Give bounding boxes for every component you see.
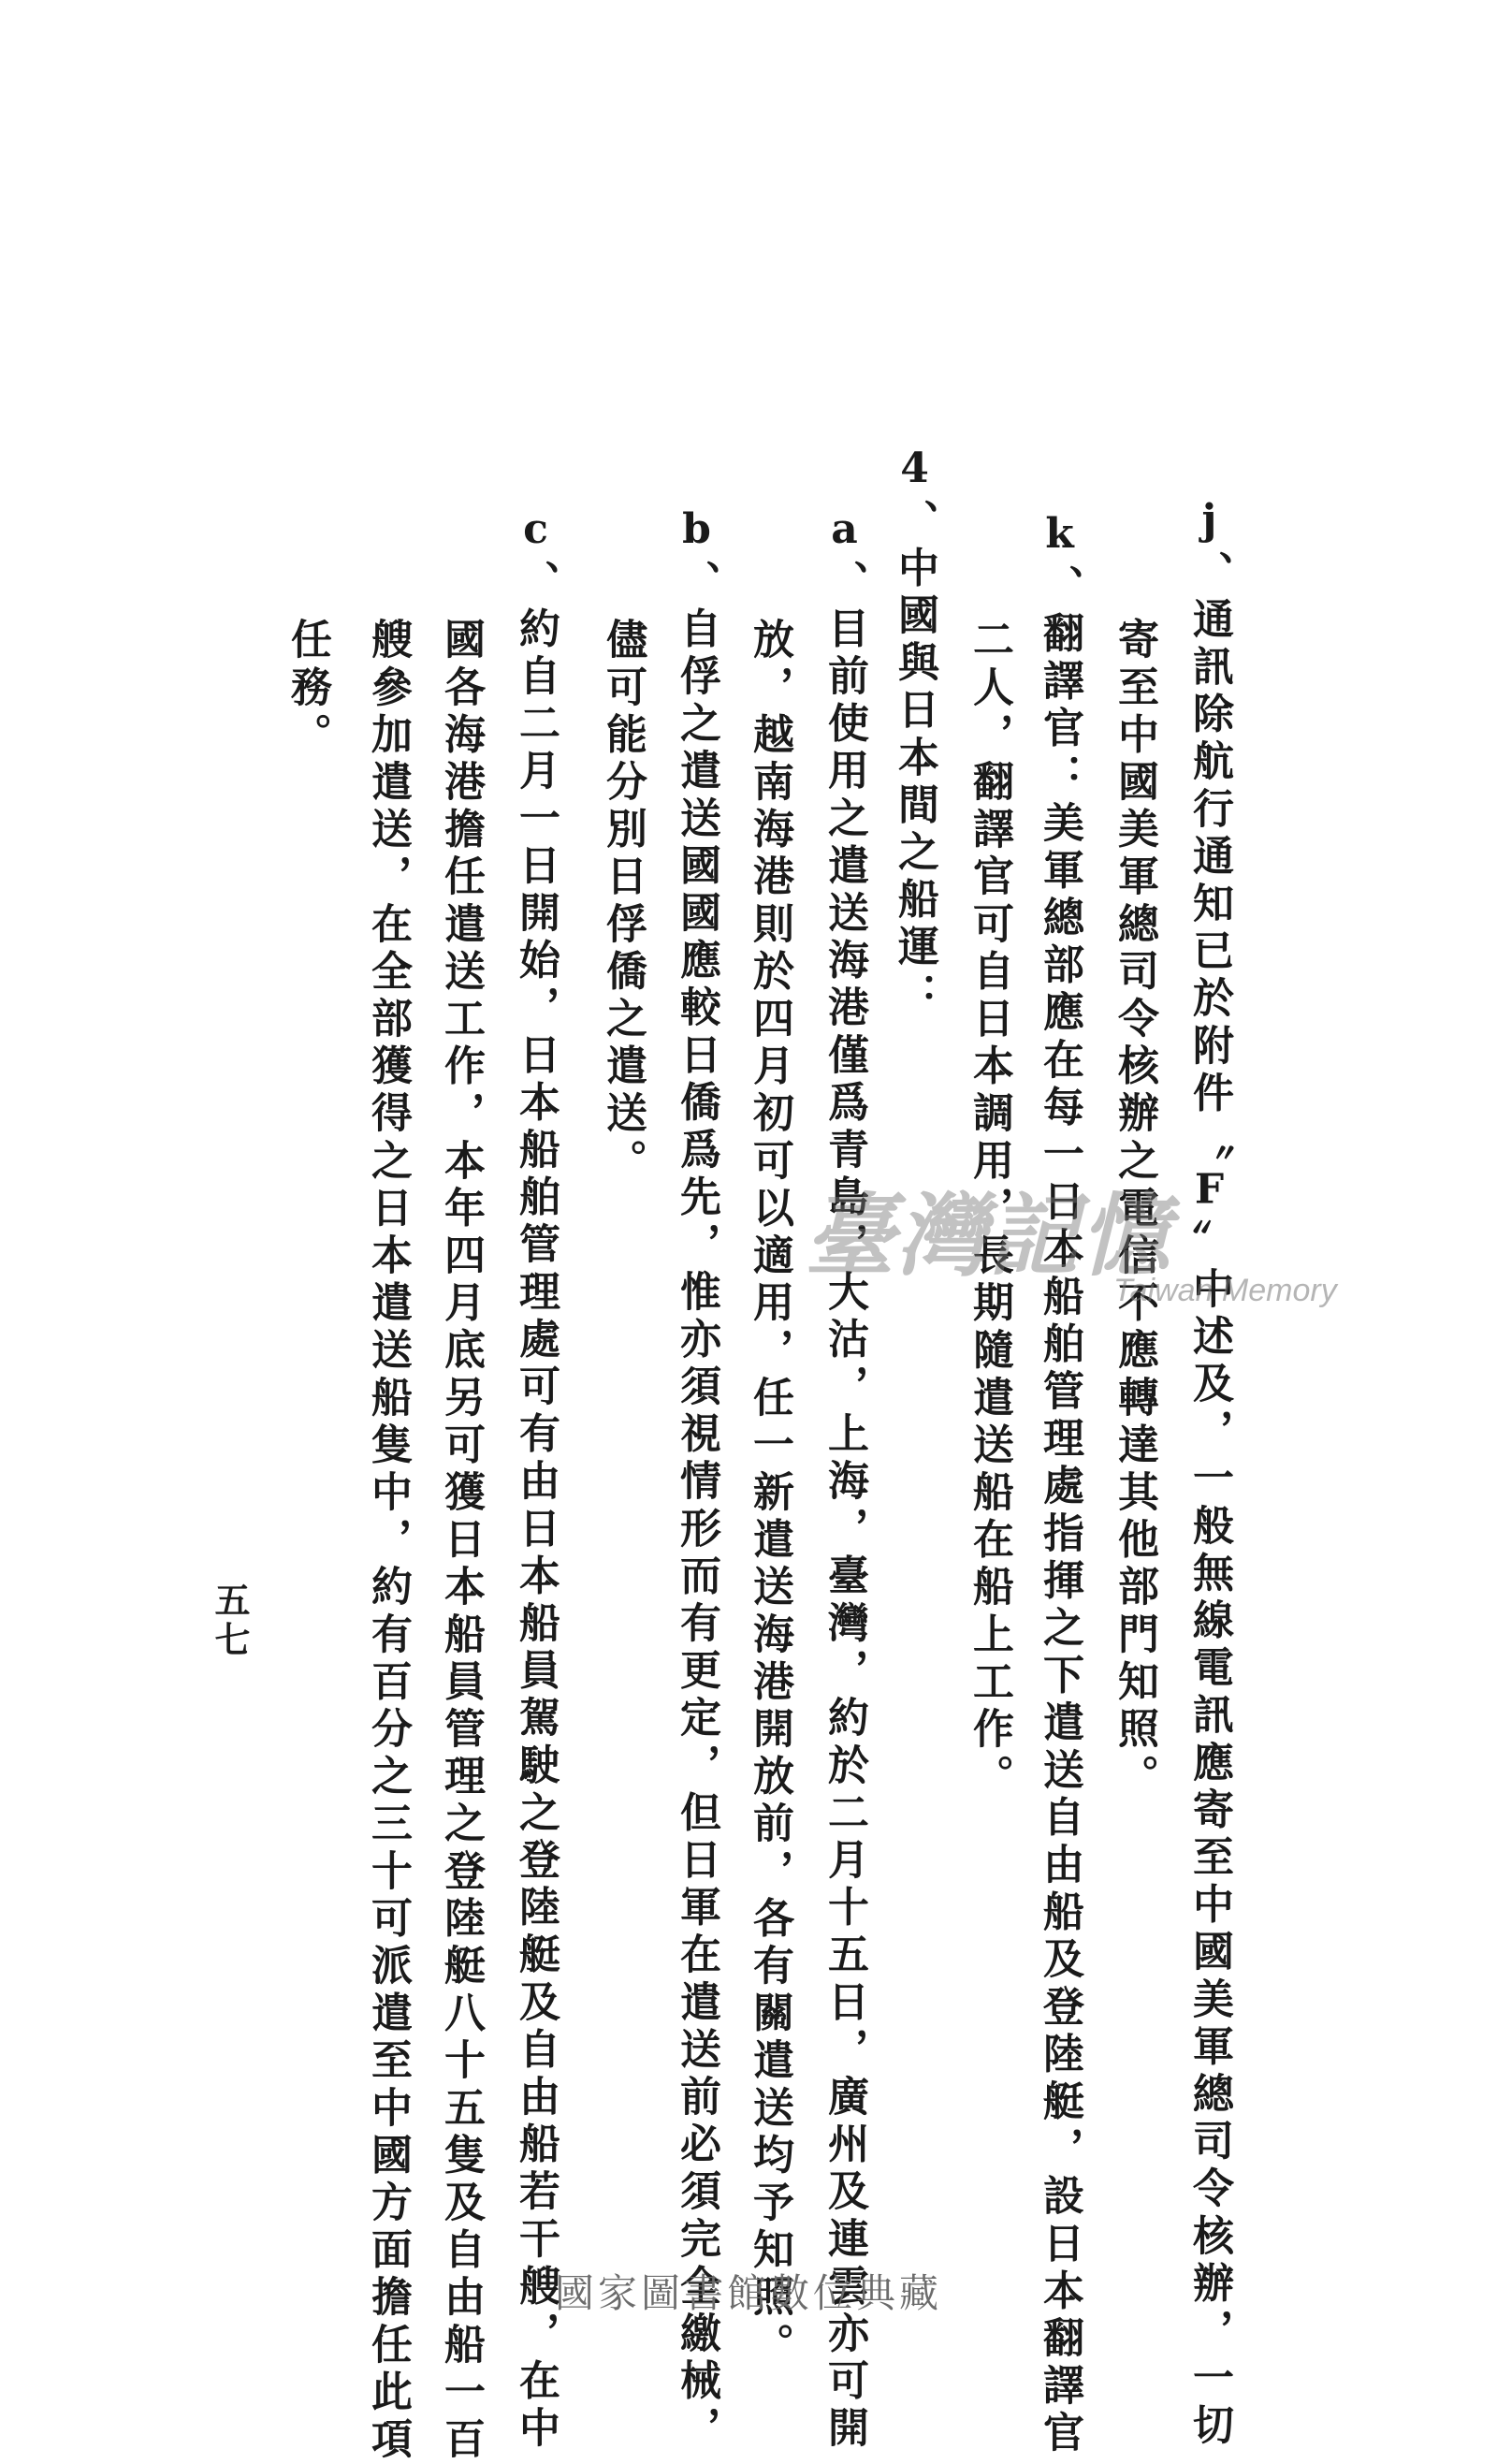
text-column-7: 放，越南海港則於四月初可以適用，任一新遣送海港開放前，各有關遣送均予知照。 (746, 618, 793, 2370)
page-number: 五七 (209, 1582, 251, 1660)
watermark-logo-text: 臺灣記憶 (805, 1183, 1171, 1289)
text-column-11: 國各海港擔任遣送工作，本年四月底另可獲日本船員管理之登陸艇八十五隻及自由船一百 (437, 618, 485, 2464)
watermark-subtitle: Taiwan Memory (1113, 1273, 1337, 1308)
text-column-12: 艘參加遣送，在全部獲得之日本遣送船隻中，約有百分之三十可派遣至中國方面擔任此項 (364, 618, 412, 2464)
text-column-4: 二人，翻譯官可自日本調用，長期隨遣送船在船上工作。 (966, 618, 1013, 1801)
text-column-3: k、翻譯官：美軍總部應在每一日本船舶管理處指揮之下遣送自由船及登陸艇，設日本翻譯官 (1036, 510, 1083, 2458)
text-column-13: 任務。 (283, 618, 331, 760)
section-heading: 4、中國與日本間之船運： (891, 445, 938, 1020)
text-column-9: 儘可能分別日俘僑之遣送。 (599, 618, 647, 1187)
text-column-6: a、目前使用之遣送海港僅爲青島，大沽，上海，臺灣，約於二月十五日，廣州及連雲亦可開 (821, 505, 868, 2454)
text-column-1: j、通訊除航行通知已於附件〝F〞中述及，一般無線電訊應寄至中國美軍總司令核辦，一切 (1185, 496, 1233, 2451)
footer-caption: 國家圖書館數位典藏 (554, 2270, 942, 2316)
text-column-2: 寄至中國美軍總司令核辦之電信不應轉達其他部門知照。 (1111, 618, 1158, 1801)
text-column-10: c、約自二月一日開始，日本船舶管理處可有由日本船員駕駛之登陸艇及自由船若干艘，在中 (512, 505, 560, 2454)
text-column-8: b、自俘之遣送國國應較日僑爲先，惟亦須視情形而有更定，但日軍在遣送前必須完全繳械， (673, 505, 720, 2454)
